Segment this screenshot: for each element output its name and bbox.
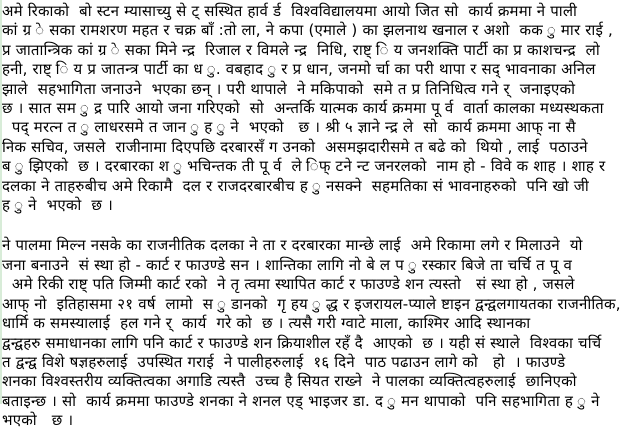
text-line: पद् मरत्न त ु लाधरसमे त जान ु ह ु ने भएको छ । श्री ५ ज्ञाने न्द्र ले सो कार्य क्रममा आफ् ना सै (2, 118, 576, 137)
text-line: त द्वन्द्व विशे षज्ञहरुलाई उपस्थित गराई ने पालीहरुलाई १६ दिने पाठ पढाउन लागे को हो । फाउण्डे (2, 352, 566, 371)
text-line: प्र जातान्त्रिक कां ग्र े सका मिने न्द्र रिजाल र विमले न्द्र निधि, राष्ट् ि य जनशक्ति पार्टी का प्र काशचन्द्र लो (2, 40, 600, 59)
text-line: भएको छ । (2, 411, 74, 430)
text-line: शनका विश्वस्तरीय व्यक्तित्वका अगाडि त्यस्तै उच्च है सियत राख्ने ने पालका व्यक्तित्वहरुलाई छानिएको (2, 372, 577, 391)
text-line: बताइन्छ । सो कार्य क्रममा फाउण्डे शनका ने शनल एड् भाइजर डा. द ु मन थापाको पनि सहभागिता ह ु ने (2, 391, 600, 410)
text-line: ब ु झिएको छ । दरबारका श ु भचिन्तक ती पू र्व ले िफ् टने न्ट जनरलको नाम हो - विवे क शाह । शाह र (2, 157, 606, 176)
text-line: निक सचिव, जसले राजीनामा दिएपछि दरबारसँ ग उनको असमझदारीसमे त बढे को थियो , लाई पठाउने (2, 137, 588, 156)
text-line: छ । सात सम ु द्र पारि आयो जना गरिएको सो अन्तर्कि यात्मक कार्य क्रममा पू र्व वार्ता कालका मध्यस्थकता (2, 99, 604, 118)
text-line: अमे रिकाको बो स्टन म्यासाच्यु से ट् सस्थित हार्व र्ड विश्वविद्यालयमा आयो जित सो कार्य क्रममा ने पाली (2, 2, 578, 20)
paragraph (2, 236, 620, 430)
text-line: जना बनाउने सं स्था हो - कार्ट र फाउण्डे सन । शान्तिका लागि नो बे ल प ु रस्कार बिजे ता चर्चि त पू व (2, 255, 573, 274)
text-line: ह ु ने भएको छ । (2, 196, 113, 215)
paragraph (2, 2, 620, 215)
text-line: आफ् नो इतिहासमा २१ वर्ष लामो स ु डानको गृ हय ु द्ध र इजरायल-प्याले ष्टाइन द्वन्द्वलगायतका राजनीतिक, (2, 294, 621, 313)
text-line: द्वन्द्वहरु समाधानका लागि पनि कार्ट र फाउण्डे शन क्रियाशील रहँ दै आएको छ । यही सं स्थाले विश्वका चर्चि (2, 333, 602, 352)
text-line: धार्मि क समस्यालाई हल गने र् कार्य गरे को छ । त्यसै गरी ग्वाटे माला, काश्मिर आदि स्थानका (2, 314, 531, 333)
document-body (2, 2, 620, 431)
text-line: कां ग्र े सका रामशरण महत र चक्र बाँ :तो ला, ने कपा (एमाले ) का झलनाथ खनाल र अशो कक ु मार राई , (2, 21, 613, 40)
text-line: ने पालमा मिल्न नसके का राजनीतिक दलका ने ता र दरबारका मान्छे लाई अमे रिकामा लगे र मिलाउने यो (2, 236, 583, 255)
text-line: अमे रिकी राष्ट् पति जिम्मी कार्ट रको ने तृ त्वमा स्थापित कार्ट र फाउण्डे शन त्यस्तो सं स्था हो , जसले (2, 275, 575, 294)
text-line: हनी, राष्ट् ि य प्र जातन्त्र पार्टी का ध ु. वबहाद ु र प्र धान, जनमो र्चा का परी थापा र सद् भावनाका अनिल (2, 60, 596, 79)
text-line: दलका ने ताहरुबीच अमे रिकामै दल र राजदरबारबीच ह ु नसक्ने सहमतिका सं भावनाहरुको पनि खो जी (2, 176, 590, 195)
page-edge-tint (0, 0, 2, 404)
text-line: झाले सहभागिता जनाउने भएका छन् । परी थापाले ने मकिपाको समे त प्र तिनिधित्व गने र् जनाइएको (2, 79, 576, 98)
